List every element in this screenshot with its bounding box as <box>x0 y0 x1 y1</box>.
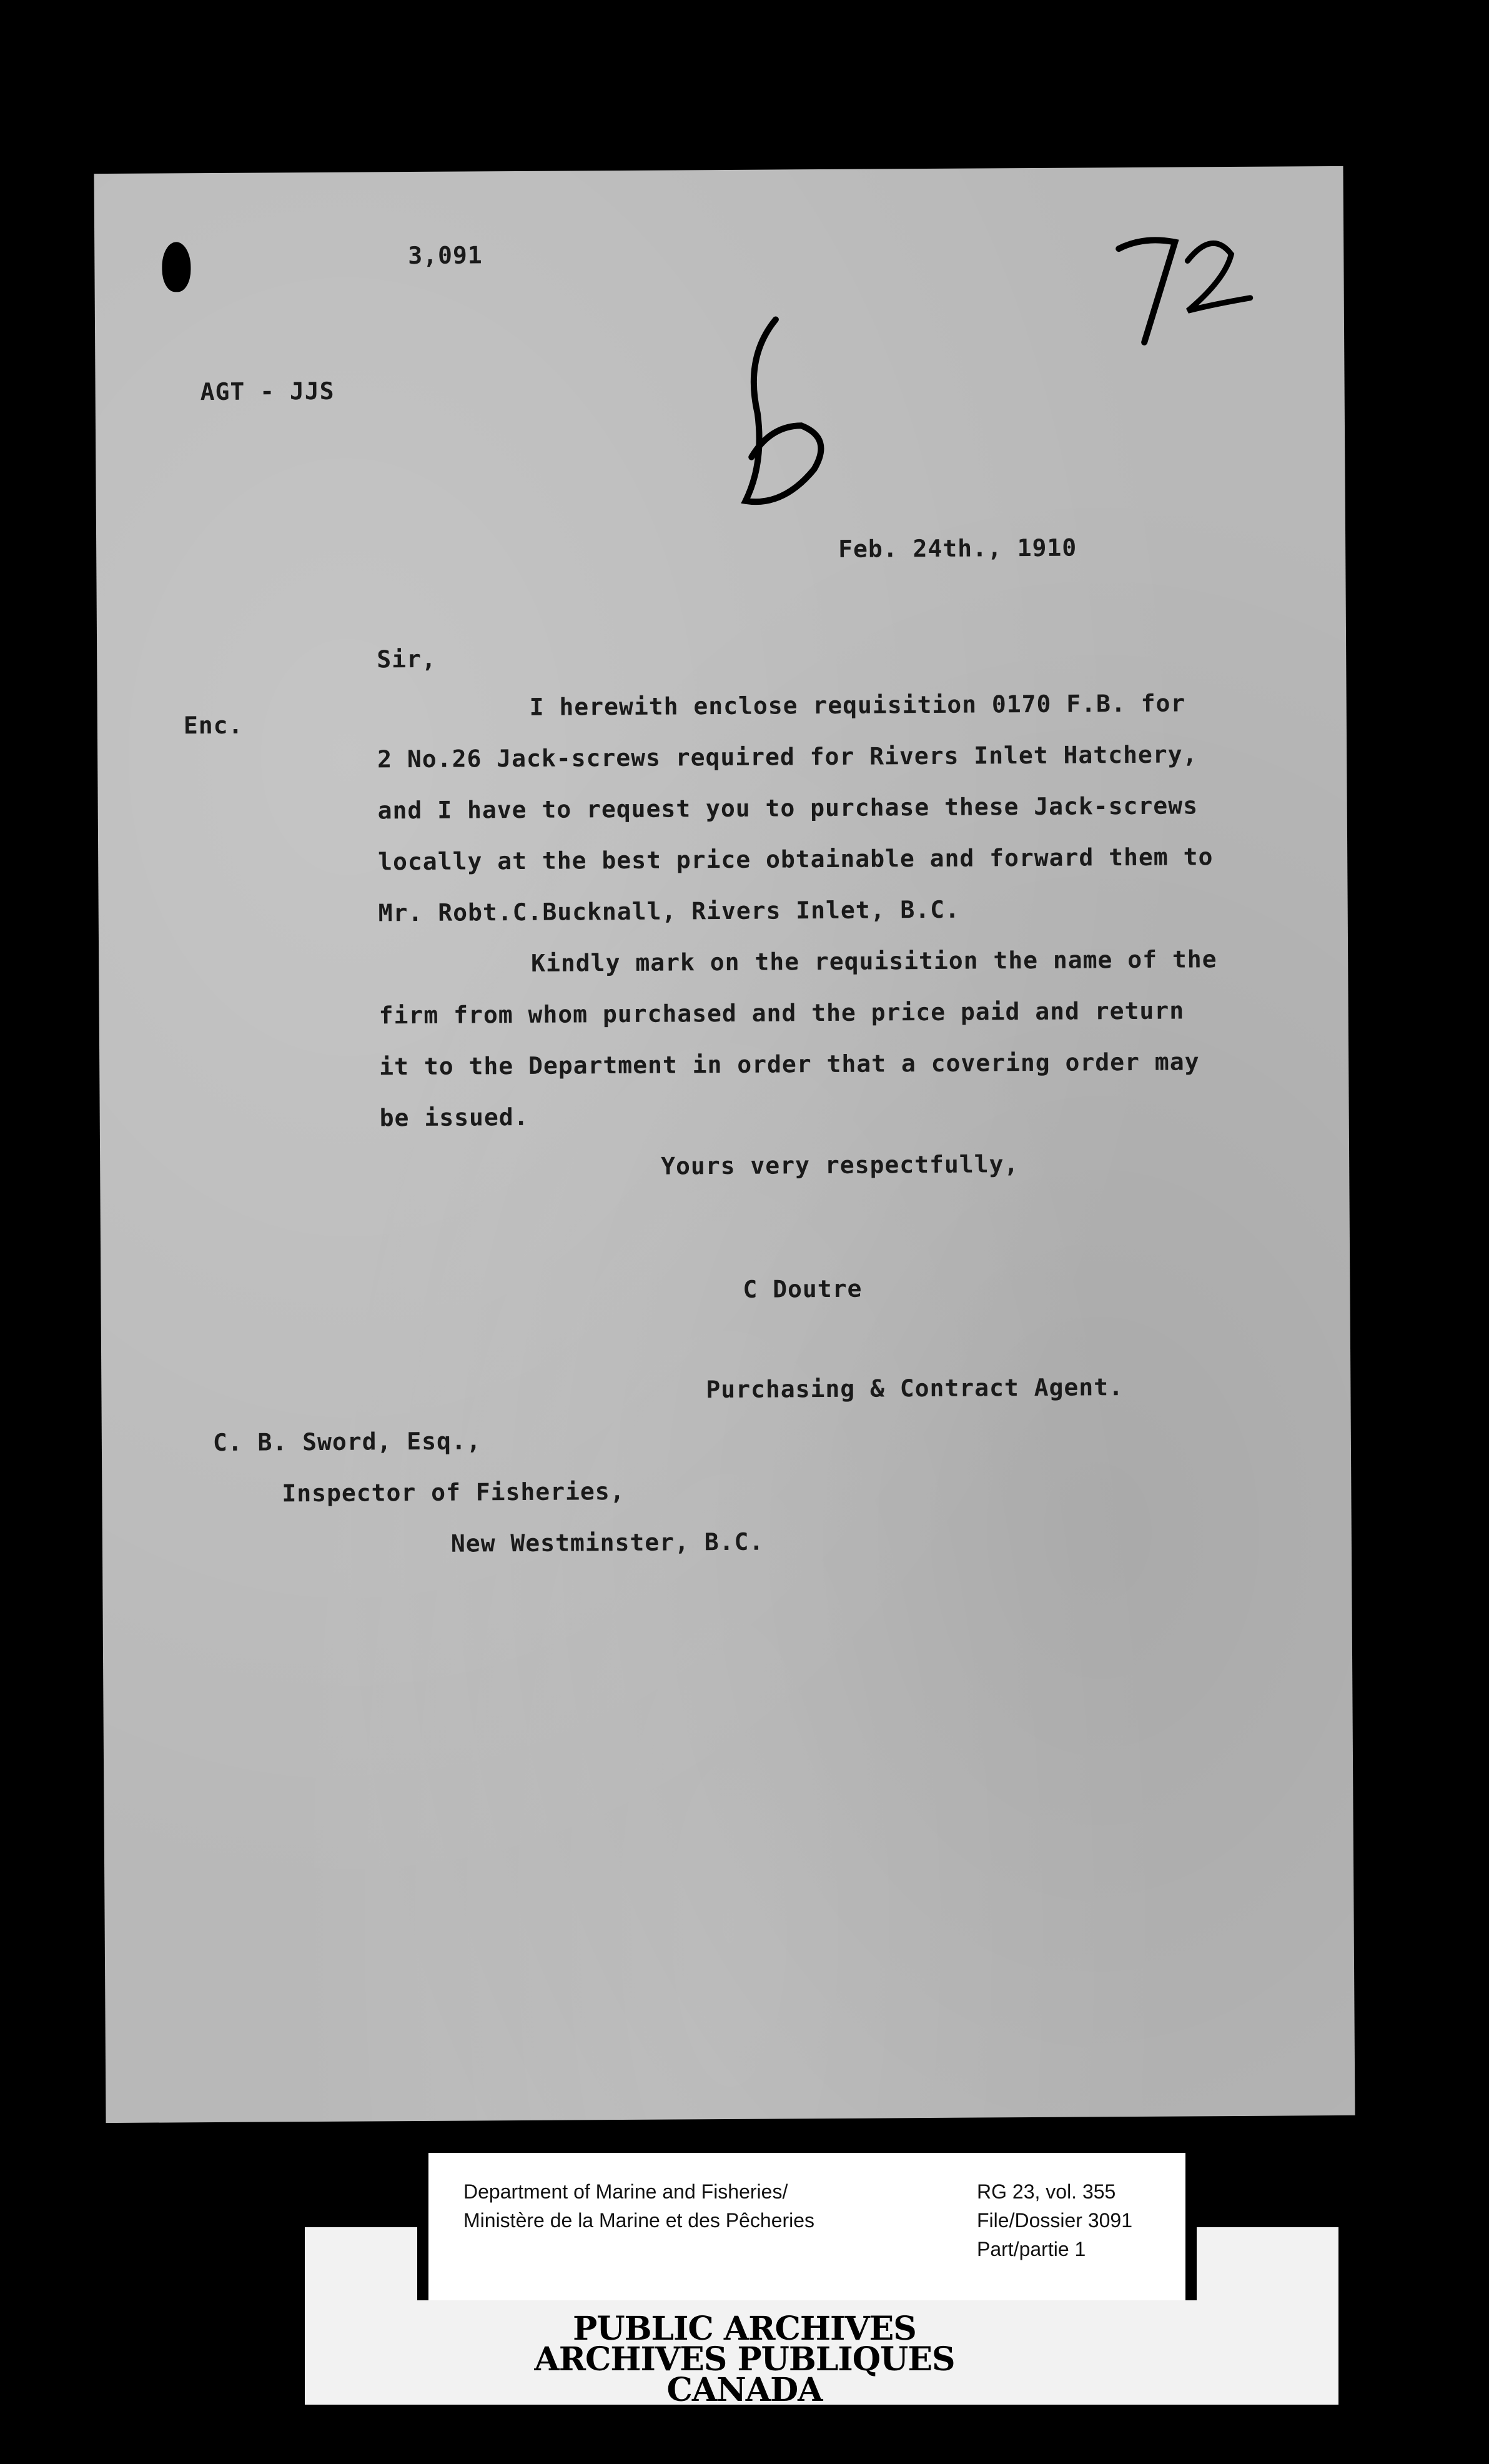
handwritten-folio-number <box>1106 223 1257 361</box>
signature: C Doutre <box>743 1274 863 1303</box>
enclosure-note: Enc. <box>183 711 244 740</box>
archives-stamp-line: CANADA <box>666 2371 823 2409</box>
body-line: Mr. Robt.C.Bucknall, Rivers Inlet, B.C. <box>378 895 961 927</box>
addressee-line: New Westminster, B.C. <box>450 1528 764 1557</box>
file-number: 3,091 <box>408 241 483 270</box>
body-line: firm from whom purchased and the price paid and return <box>378 996 1185 1030</box>
addressee-line: Inspector of Fisheries, <box>282 1477 625 1508</box>
archives-stamp-line: ARCHIVES PUBLIQUES <box>534 2340 955 2378</box>
body-line: 2 No.26 Jack-screws required for Rivers Inlet Hatchery, <box>377 740 1198 773</box>
record-group: RG 23, vol. 355 <box>977 2180 1116 2203</box>
body-line: Kindly mark on the requisition the name of the <box>531 945 1217 977</box>
addressee-line: C. B. Sword, Esq., <box>212 1427 482 1457</box>
signer-title: Purchasing & Contract Agent. <box>706 1373 1124 1404</box>
file-dossier: File/Dossier 3091 <box>977 2209 1132 2232</box>
salutation: Sir, <box>377 645 437 673</box>
letter-page <box>94 166 1355 2123</box>
body-line: and I have to request you to purchase these Jack-screws <box>377 792 1199 825</box>
body-line: be issued. <box>379 1103 529 1132</box>
department-name-fr: Ministère de la Marine et des Pêcheries <box>463 2209 815 2232</box>
closing: Yours very respectfully, <box>661 1150 1019 1180</box>
reference-initials: AGT - JJS <box>200 377 335 406</box>
department-name-en: Department of Marine and Fisheries/ <box>463 2180 788 2203</box>
handwritten-mark <box>707 307 864 514</box>
archives-stamp-line: PUBLIC ARCHIVES <box>573 2310 916 2348</box>
body-line: locally at the best price obtainable and forward them to <box>378 843 1214 876</box>
body-line: it to the Department in order that a covering order may <box>379 1048 1200 1081</box>
part-partie: Part/partie 1 <box>977 2238 1086 2260</box>
body-line: I herewith enclose requisition 0170 F.B. for <box>529 689 1186 721</box>
archive-label <box>417 2153 1197 2300</box>
punch-hole <box>162 242 190 292</box>
letter-date: Feb. 24th., 1910 <box>838 534 1077 563</box>
